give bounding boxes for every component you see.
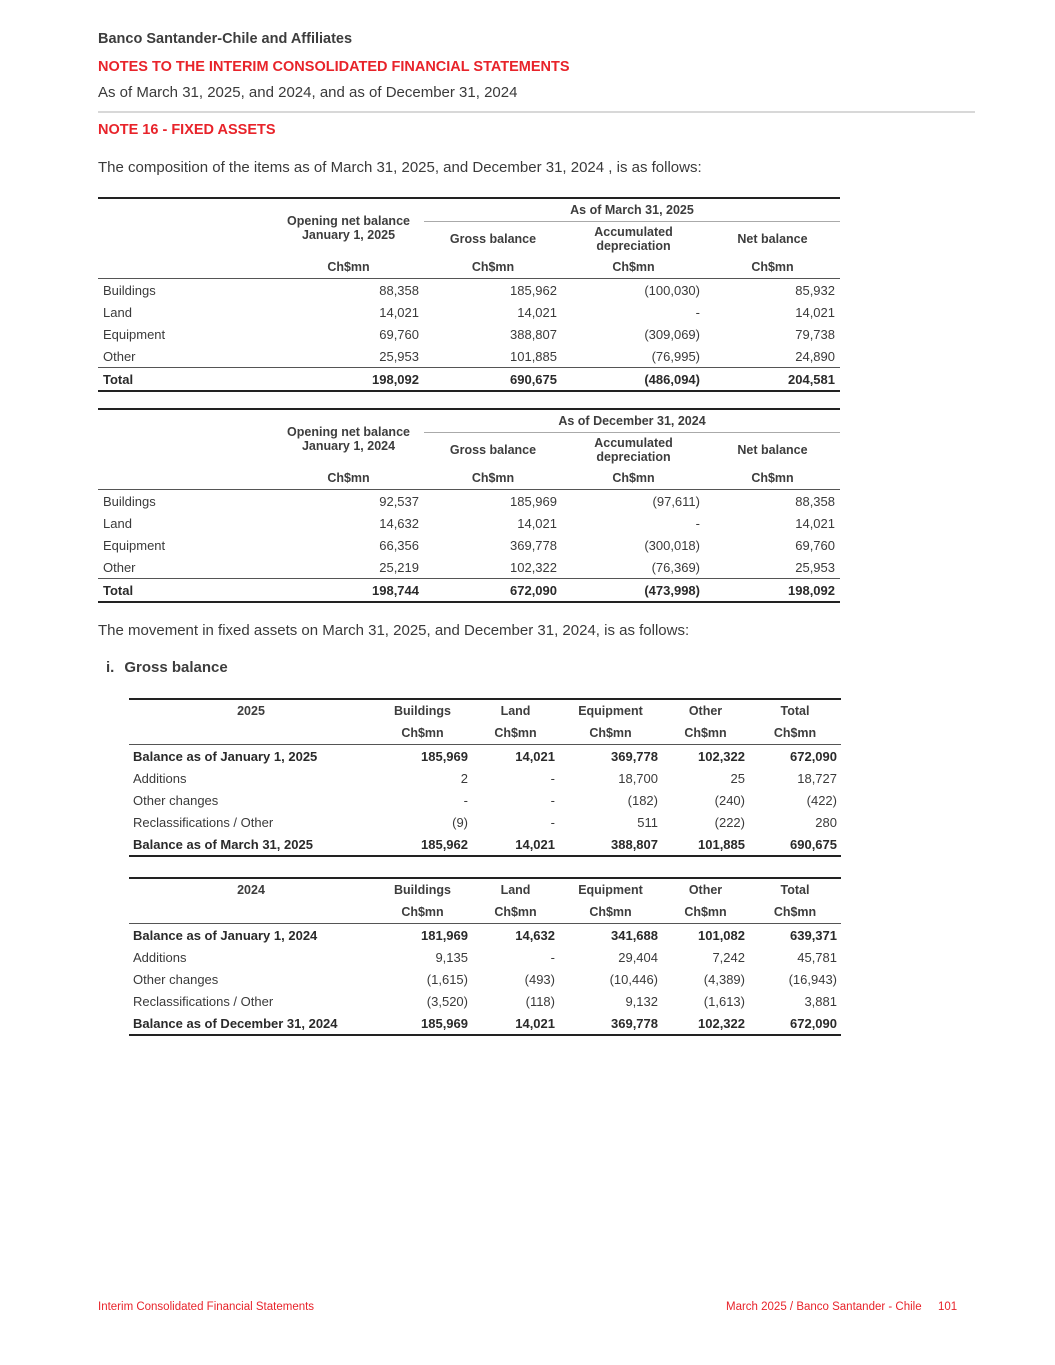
composition-table-2024 <box>98 408 840 603</box>
accumulated-value: - <box>695 304 700 320</box>
cell-value: - <box>463 792 468 808</box>
row-label: Balance as of January 1, 2025 <box>133 748 318 764</box>
cell-value: 101,885 <box>662 833 749 856</box>
cell-value: 9,135 <box>435 949 468 965</box>
column-header: Equipment <box>559 699 662 722</box>
accumulated-value: (300,018) <box>644 537 700 553</box>
gross-value: 369,778 <box>510 537 557 553</box>
cell-value: 369,778 <box>611 748 658 764</box>
unit-label: Ch$mn <box>424 467 562 490</box>
composition-table-2025 <box>98 197 840 392</box>
unit-label: Ch$mn <box>472 722 559 745</box>
column-header: Total <box>749 699 841 722</box>
opening-value: 14,021 <box>379 304 419 320</box>
net-value: 85,932 <box>795 282 835 298</box>
table-row <box>98 279 840 302</box>
table-row <box>129 1012 841 1035</box>
table-row <box>98 512 840 534</box>
row-label: Buildings <box>103 493 156 509</box>
cell-value: 280 <box>815 814 837 830</box>
table-row <box>129 924 841 947</box>
cell-value: (222) <box>714 814 745 830</box>
cell-value: 185,962 <box>373 833 472 856</box>
opening-value: 198,092 <box>273 368 424 392</box>
row-label: Reclassifications / Other <box>133 814 274 830</box>
cell-value: (1,615) <box>426 971 468 987</box>
gross-balance-table-2025 <box>129 698 841 857</box>
accumulated-depreciation-header: Accumulated depreciation <box>594 225 673 253</box>
unit-label: Ch$mn <box>472 901 559 924</box>
cell-value: 102,322 <box>662 1012 749 1035</box>
row-label: Balance as of December 31, 2024 <box>129 1012 373 1035</box>
company-name: Banco Santander-Chile and Affiliates <box>98 31 353 47</box>
cell-value: 14,632 <box>515 927 555 943</box>
net-value: 204,581 <box>705 368 840 392</box>
row-label: Land <box>103 515 132 531</box>
cell-value: 369,778 <box>559 1012 662 1035</box>
unit-label: Ch$mn <box>559 901 662 924</box>
cell-value: 45,781 <box>797 949 837 965</box>
cell-value: 2 <box>460 770 468 786</box>
report-period: As of March 31, 2025, and 2024, and as of December 31, 2024 <box>98 84 518 101</box>
header-divider <box>98 111 975 113</box>
as-of-header: As of March 31, 2025 <box>424 198 840 222</box>
cell-value: 102,322 <box>698 748 745 764</box>
cell-value: 7,242 <box>712 949 745 965</box>
opening-value: 14,632 <box>379 515 419 531</box>
opening-balance-header: Opening net balance January 1, 2025 <box>273 198 424 256</box>
cell-value: 341,688 <box>611 927 658 943</box>
cell-value: (16,943) <box>788 971 837 987</box>
footer-publication: March 2025 / Banco Santander - Chile <box>726 1301 922 1313</box>
opening-value: 69,760 <box>379 326 419 342</box>
unit-label: Ch$mn <box>559 722 662 745</box>
column-header: Total <box>749 878 841 901</box>
cell-value: (10,446) <box>609 971 658 987</box>
unit-label: Ch$mn <box>273 256 424 279</box>
gross-value: 101,885 <box>510 348 557 364</box>
cell-value: 181,969 <box>421 927 468 943</box>
table-row <box>129 833 841 856</box>
opening-value: 25,219 <box>379 559 419 575</box>
cell-value: 9,132 <box>625 993 658 1009</box>
column-header: Equipment <box>559 878 662 901</box>
opening-value: 88,358 <box>379 282 419 298</box>
cell-value: (4,389) <box>703 971 745 987</box>
table-row <box>129 789 841 811</box>
net-value: 69,760 <box>795 537 835 553</box>
cell-value: 101,082 <box>698 927 745 943</box>
accumulated-value: (76,995) <box>651 348 700 364</box>
row-label: Total <box>98 368 273 392</box>
table-row <box>129 946 841 968</box>
accumulated-value: (309,069) <box>644 326 700 342</box>
table-row <box>98 301 840 323</box>
cell-value: 14,021 <box>472 1012 559 1035</box>
cell-value: 29,404 <box>618 949 658 965</box>
cell-value: - <box>550 792 555 808</box>
cell-value: 639,371 <box>790 927 837 943</box>
row-label: Equipment <box>103 326 166 342</box>
accumulated-value: (76,369) <box>651 559 700 575</box>
column-header: Land <box>472 878 559 901</box>
table-row <box>98 490 840 513</box>
row-label: Other changes <box>133 971 219 987</box>
cell-value: - <box>550 814 555 830</box>
net-value: 88,358 <box>795 493 835 509</box>
cell-value: 690,675 <box>749 833 841 856</box>
unit-label: Ch$mn <box>749 722 841 745</box>
header-blank <box>98 198 273 256</box>
table-row <box>129 990 841 1012</box>
cell-value: 14,021 <box>472 833 559 856</box>
table-row <box>129 811 841 833</box>
unit-blank <box>129 722 373 745</box>
section-heading <box>106 659 228 676</box>
unit-blank <box>129 901 373 924</box>
unit-blank <box>98 256 273 279</box>
cell-value: - <box>550 949 555 965</box>
year-header: 2024 <box>129 878 373 901</box>
page-number: 101 <box>938 1301 958 1313</box>
cell-value: (422) <box>806 792 837 808</box>
row-label: Land <box>103 304 132 320</box>
opening-value: 66,356 <box>379 537 419 553</box>
unit-label: Ch$mn <box>562 467 705 490</box>
cell-value: 185,969 <box>373 1012 472 1035</box>
gross-value: 185,969 <box>510 493 557 509</box>
unit-label: Ch$mn <box>662 901 749 924</box>
row-label: Additions <box>133 770 187 786</box>
cell-value: 511 <box>637 814 658 830</box>
cell-value: 388,807 <box>559 833 662 856</box>
year-header: 2025 <box>129 699 373 722</box>
cell-value: (182) <box>627 792 658 808</box>
movement-intro: The movement in fixed assets on March 31, 2025, and December 31, 2024, is as follows: <box>98 622 690 639</box>
row-label: Other <box>103 559 136 575</box>
net-balance-header: Net balance <box>737 443 808 457</box>
row-label: Equipment <box>103 537 166 553</box>
header-blank <box>98 409 273 467</box>
cell-value: (1,613) <box>703 993 745 1009</box>
section-label: Gross balance <box>124 659 228 676</box>
table-row <box>98 556 840 579</box>
row-label: Other <box>103 348 136 364</box>
gross-value: 102,322 <box>510 559 557 575</box>
total-row <box>98 579 840 603</box>
composition-intro: The composition of the items as of March 31, 2025, and December 31, 2024 , is as follows: <box>98 159 702 176</box>
row-label: Reclassifications / Other <box>133 993 274 1009</box>
column-header: Other <box>662 878 749 901</box>
gross-balance-header: Gross balance <box>449 443 537 457</box>
column-header: Buildings <box>373 699 472 722</box>
opening-value: 92,537 <box>379 493 419 509</box>
gross-value: 14,021 <box>517 304 557 320</box>
cell-value: 18,700 <box>618 770 658 786</box>
cell-value: (118) <box>525 993 555 1009</box>
as-of-header: As of December 31, 2024 <box>424 409 840 433</box>
unit-label: Ch$mn <box>373 722 472 745</box>
accumulated-value: (486,094) <box>562 368 705 392</box>
row-label: Balance as of January 1, 2024 <box>133 927 318 943</box>
unit-blank <box>98 467 273 490</box>
total-row <box>98 368 840 392</box>
net-value: 14,021 <box>795 304 835 320</box>
cell-value: 14,021 <box>515 748 555 764</box>
table-row <box>129 767 841 789</box>
accumulated-value: (100,030) <box>644 282 700 298</box>
unit-label: Ch$mn <box>705 467 840 490</box>
table-row <box>98 534 840 556</box>
unit-label: Ch$mn <box>662 722 749 745</box>
column-header: Buildings <box>373 878 472 901</box>
cell-value: - <box>550 770 555 786</box>
unit-label: Ch$mn <box>273 467 424 490</box>
cell-value: 25 <box>730 770 745 786</box>
net-value: 79,738 <box>795 326 835 342</box>
opening-value: 198,744 <box>273 579 424 603</box>
table-row <box>98 323 840 345</box>
row-label: Balance as of March 31, 2025 <box>129 833 373 856</box>
row-label: Total <box>98 579 273 603</box>
row-label: Additions <box>133 949 187 965</box>
accumulated-value: - <box>695 515 700 531</box>
column-header: Other <box>662 699 749 722</box>
accumulated-value: (97,611) <box>652 493 700 509</box>
row-label: Other changes <box>133 792 219 808</box>
net-balance-header: Net balance <box>737 232 808 246</box>
unit-label: Ch$mn <box>562 256 705 279</box>
table-row <box>98 345 840 368</box>
net-value: 25,953 <box>795 559 835 575</box>
table-row <box>129 745 841 768</box>
accumulated-depreciation-header: Accumulated depreciation <box>594 436 673 464</box>
cell-value: 18,727 <box>797 770 837 786</box>
gross-value: 185,962 <box>510 282 557 298</box>
notes-title: NOTES TO THE INTERIM CONSOLIDATED FINANCIAL STATEMENTS <box>98 59 570 75</box>
column-header: Land <box>472 699 559 722</box>
gross-balance-table-2024 <box>129 877 841 1036</box>
net-value: 14,021 <box>795 515 835 531</box>
unit-label: Ch$mn <box>373 901 472 924</box>
cell-value: (493) <box>524 971 555 987</box>
opening-balance-header: Opening net balance January 1, 2024 <box>273 409 424 467</box>
accumulated-value: (473,998) <box>562 579 705 603</box>
note-title: NOTE 16 - FIXED ASSETS <box>98 122 276 138</box>
table-row <box>129 968 841 990</box>
unit-label: Ch$mn <box>424 256 562 279</box>
gross-balance-header: Gross balance <box>449 232 537 246</box>
section-number: i. <box>106 659 115 676</box>
net-value: 24,890 <box>795 348 835 364</box>
gross-value: 672,090 <box>424 579 562 603</box>
gross-value: 14,021 <box>517 515 557 531</box>
unit-label: Ch$mn <box>705 256 840 279</box>
net-value: 198,092 <box>705 579 840 603</box>
gross-value: 690,675 <box>424 368 562 392</box>
cell-value: (3,520) <box>426 993 468 1009</box>
cell-value: (240) <box>714 792 745 808</box>
cell-value: (9) <box>452 814 468 830</box>
opening-value: 25,953 <box>379 348 419 364</box>
gross-value: 388,807 <box>510 326 557 342</box>
footer-document-title: Interim Consolidated Financial Statements <box>98 1301 315 1313</box>
cell-value: 3,881 <box>804 993 837 1009</box>
row-label: Buildings <box>103 282 156 298</box>
cell-value: 672,090 <box>790 748 837 764</box>
unit-label: Ch$mn <box>749 901 841 924</box>
cell-value: 185,969 <box>421 748 468 764</box>
cell-value: 672,090 <box>749 1012 841 1035</box>
